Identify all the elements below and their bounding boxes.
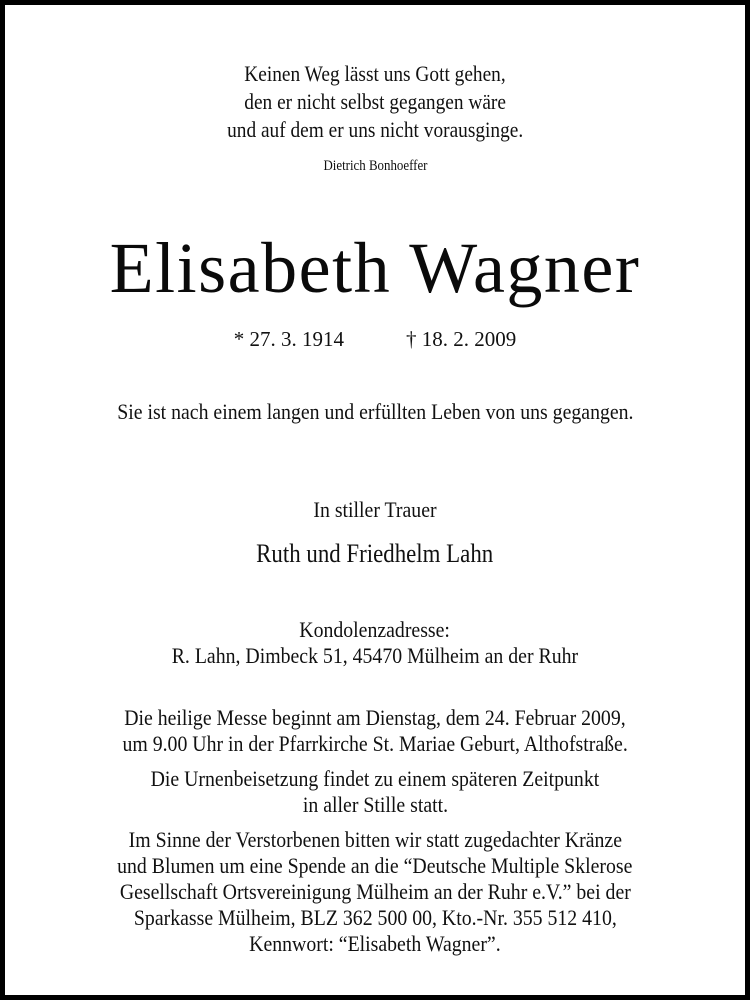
- burial-text: Die Urnenbeisetzung findet zu einem späteren Zeitpunkt: [150, 766, 600, 791]
- burial-text: in aller Stille statt.: [302, 792, 448, 817]
- condolence-label: [5, 617, 745, 643]
- quote-text: Keinen Weg lässt uns Gott gehen,: [244, 61, 506, 86]
- statement: [5, 399, 745, 425]
- service-text: um 9.00 Uhr in der Pfarrkirche St. Mariae Geburt, Althofstraße.: [122, 731, 628, 756]
- mourners-names-text: Ruth und Friedhelm Lahn: [256, 539, 494, 568]
- condolence-address: [5, 643, 745, 669]
- donation-text: und Blumen um eine Spende an die “Deutsche Multiple Sklerose: [117, 853, 633, 878]
- service-line-2: [5, 731, 745, 757]
- mourners-intro: [5, 497, 745, 523]
- obituary-notice: [5, 5, 745, 995]
- donation-text: Im Sinne der Verstorbenen bitten wir statt zugedachter Kränze: [128, 827, 622, 852]
- quote-text: und auf dem er uns nicht vorausginge.: [226, 117, 524, 142]
- donation-line-4: [5, 905, 745, 931]
- condolence-label-text: Kondolenzadresse:: [299, 617, 451, 642]
- mourners-intro-text: In stiller Trauer: [313, 497, 437, 522]
- donation-text: Sparkasse Mülheim, BLZ 362 500 00, Kto.-Nr. 355 512 410,: [133, 905, 617, 930]
- donation-text: Gesellschaft Ortsvereinigung Mülheim an der Ruhr e.V.” bei der: [119, 879, 631, 904]
- statement-text: Sie ist nach einem langen und erfüllten Leben von uns gegangen.: [116, 399, 634, 424]
- quote-text: den er nicht selbst gegangen wäre: [244, 89, 506, 114]
- quote-line-2: [5, 89, 745, 115]
- death-date: † 18. 2. 2009: [406, 327, 517, 351]
- birth-date: * 27. 3. 1914: [233, 327, 344, 351]
- condolence-address-text: R. Lahn, Dimbeck 51, 45470 Mülheim an der Ruhr: [171, 643, 579, 668]
- donation-line-2: [5, 853, 745, 879]
- donation-line-3: [5, 879, 745, 905]
- deceased-name-text: Elisabeth Wagner: [109, 228, 641, 308]
- deceased-name: [5, 227, 745, 310]
- quote-author: [5, 157, 745, 175]
- life-dates: [5, 327, 745, 352]
- service-line-1: [5, 705, 745, 731]
- quote-line-1: [5, 61, 745, 87]
- quote-line-3: [5, 117, 745, 143]
- quote-author-text: Dietrich Bonhoeffer: [322, 158, 428, 174]
- burial-line-2: [5, 792, 745, 818]
- burial-line-1: [5, 766, 745, 792]
- donation-text: Kennwort: “Elisabeth Wagner”.: [249, 931, 501, 956]
- service-text: Die heilige Messe beginnt am Dienstag, dem 24. Februar 2009,: [124, 705, 626, 730]
- mourners-names: [5, 539, 745, 569]
- donation-line-1: [5, 827, 745, 853]
- donation-line-5: [5, 931, 745, 957]
